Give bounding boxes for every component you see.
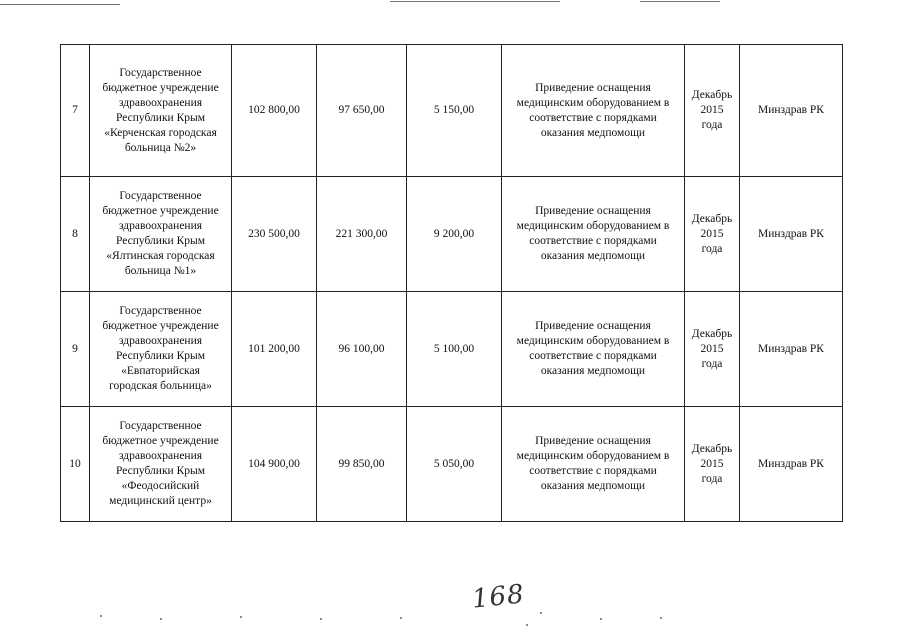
institution-name: Государственное бюджетное учреждение здравоохранения Республики Крым «Керченская городская больница №2» bbox=[90, 45, 232, 177]
amount-col3: 5 050,00 bbox=[407, 407, 502, 522]
deadline: Декабрь 2015 года bbox=[685, 292, 740, 407]
scan-artifact-line bbox=[390, 1, 560, 2]
institution-name: Государственное бюджетное учреждение здравоохранения Республики Крым «Ялтинская городская больница №1» bbox=[90, 177, 232, 292]
scan-dust bbox=[526, 624, 528, 626]
scan-dust bbox=[160, 618, 162, 620]
scan-dust bbox=[600, 618, 602, 620]
amount-total: 104 900,00 bbox=[232, 407, 317, 522]
scan-artifact-line bbox=[640, 1, 720, 2]
amount-col3: 9 200,00 bbox=[407, 177, 502, 292]
scan-artifact-line bbox=[0, 4, 120, 5]
row-number: 9 bbox=[61, 292, 90, 407]
amount-col3: 5 150,00 bbox=[407, 45, 502, 177]
handwritten-page-number: 168 bbox=[470, 579, 527, 615]
executor: Минздрав РК bbox=[740, 407, 843, 522]
institution-name: Государственное бюджетное учреждение здравоохранения Республики Крым «Евпаторийская городская больница» bbox=[90, 292, 232, 407]
table-row bbox=[61, 45, 843, 177]
executor: Минздрав РК bbox=[740, 177, 843, 292]
deadline: Декабрь 2015 года bbox=[685, 45, 740, 177]
scan-dust bbox=[660, 617, 662, 619]
amount-col3: 5 100,00 bbox=[407, 292, 502, 407]
amount-col2: 99 850,00 bbox=[317, 407, 407, 522]
institution-name: Государственное бюджетное учреждение здравоохранения Республики Крым «Феодосийский медицинский центр» bbox=[90, 407, 232, 522]
amount-total: 230 500,00 bbox=[232, 177, 317, 292]
table-row bbox=[61, 177, 843, 292]
purpose: Приведение оснащения медицинским оборудованием в соответствие с порядками оказания медпомощи bbox=[502, 45, 685, 177]
scan-dust bbox=[100, 615, 102, 617]
purpose: Приведение оснащения медицинским оборудованием в соответствие с порядками оказания медпомощи bbox=[502, 292, 685, 407]
purpose: Приведение оснащения медицинским оборудованием в соответствие с порядками оказания медпомощи bbox=[502, 177, 685, 292]
deadline: Декабрь 2015 года bbox=[685, 177, 740, 292]
table-row bbox=[61, 292, 843, 407]
amount-col2: 97 650,00 bbox=[317, 45, 407, 177]
deadline: Декабрь 2015 года bbox=[685, 407, 740, 522]
purpose: Приведение оснащения медицинским оборудованием в соответствие с порядками оказания медпомощи bbox=[502, 407, 685, 522]
row-number: 8 bbox=[61, 177, 90, 292]
executor: Минздрав РК bbox=[740, 45, 843, 177]
row-number: 10 bbox=[61, 407, 90, 522]
scan-dust bbox=[320, 618, 322, 620]
scan-dust bbox=[540, 612, 542, 614]
amount-col2: 221 300,00 bbox=[317, 177, 407, 292]
executor: Минздрав РК bbox=[740, 292, 843, 407]
funding-table bbox=[60, 44, 843, 522]
table-row bbox=[61, 407, 843, 522]
row-number: 7 bbox=[61, 45, 90, 177]
scan-dust bbox=[240, 616, 242, 618]
amount-total: 102 800,00 bbox=[232, 45, 317, 177]
scan-dust bbox=[400, 617, 402, 619]
amount-col2: 96 100,00 bbox=[317, 292, 407, 407]
amount-total: 101 200,00 bbox=[232, 292, 317, 407]
